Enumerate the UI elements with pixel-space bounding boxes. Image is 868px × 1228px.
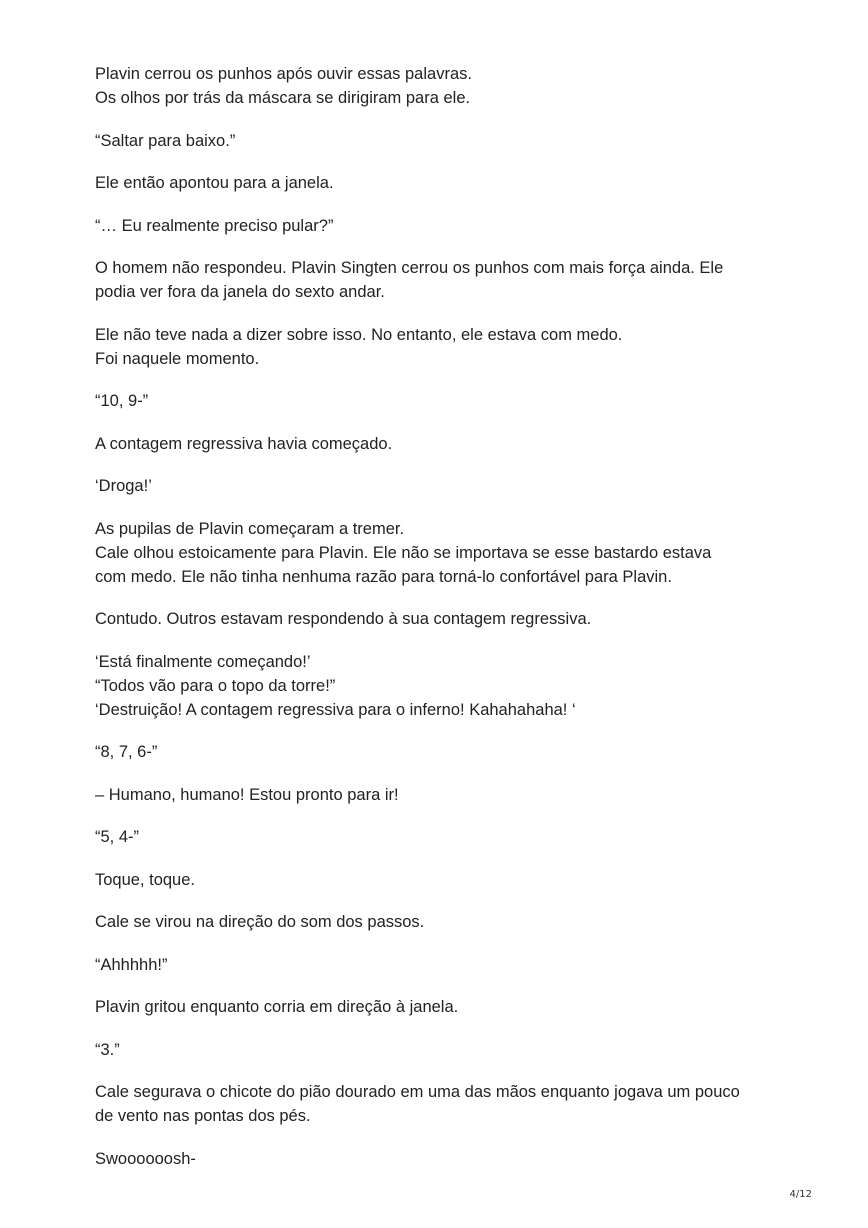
text-line: podia ver fora da janela do sexto andar.	[95, 283, 385, 301]
text-line: Cale se virou na direção do som dos passos.	[95, 913, 425, 931]
text-line: Ele então apontou para a janela.	[95, 174, 334, 192]
text-line: “… Eu realmente preciso pular?”	[95, 216, 334, 235]
paragraph	[95, 1038, 815, 1062]
text-line: Plavin gritou enquanto corria em direção à janela.	[95, 998, 459, 1016]
text-line: ‘Droga!’	[95, 477, 152, 495]
page-number: 4/12	[789, 1189, 812, 1200]
text-line: de vento nas pontas dos pés.	[95, 1107, 311, 1125]
paragraph	[95, 256, 815, 304]
paragraph	[95, 607, 815, 631]
paragraph	[95, 389, 815, 413]
text-line: Swoooooosh-	[95, 1149, 196, 1168]
text-line: Os olhos por trás da máscara se dirigiram para ele.	[95, 89, 471, 107]
paragraph	[95, 171, 815, 195]
text-line: “Saltar para baixo.”	[95, 131, 236, 150]
paragraph	[95, 517, 815, 589]
paragraph	[95, 323, 815, 371]
paragraph	[95, 953, 815, 977]
document-body	[95, 62, 815, 1189]
text-line: ‘Destruição! A contagem regressiva para o inferno! Kahahahaha! ‘	[95, 700, 576, 719]
text-line: Contudo. Outros estavam respondendo à sua contagem regressiva.	[95, 610, 592, 628]
text-line: “5, 4-”	[95, 828, 140, 846]
text-line: A contagem regressiva havia começado.	[95, 434, 393, 453]
text-line: “Ahhhhh!”	[95, 955, 168, 974]
text-line: Foi naquele momento.	[95, 349, 260, 368]
text-line: ‘Está finalmente começando!’	[95, 652, 311, 671]
paragraph	[95, 868, 815, 892]
text-line: “Todos vão para o topo da torre!”	[95, 676, 336, 695]
paragraph	[95, 783, 815, 807]
paragraph	[95, 650, 815, 722]
paragraph	[95, 910, 815, 934]
paragraph	[95, 1080, 815, 1128]
paragraph	[95, 740, 815, 764]
paragraph	[95, 825, 815, 849]
paragraph	[95, 214, 815, 238]
paragraph	[95, 129, 815, 153]
text-line: Cale segurava o chicote do pião dourado em uma das mãos enquanto jogava um pouco	[95, 1083, 740, 1101]
paragraph	[95, 995, 815, 1019]
text-line: Toque, toque.	[95, 870, 195, 889]
text-line: Cale olhou estoicamente para Plavin. Ele não se importava se esse bastardo estava	[95, 543, 712, 562]
paragraph	[95, 474, 815, 498]
text-line: com medo. Ele não tinha nenhuma razão para torná-lo confortável para Plavin.	[95, 567, 672, 586]
text-line: Plavin cerrou os punhos após ouvir essas palavras.	[95, 65, 472, 83]
paragraph	[95, 432, 815, 456]
text-line: “8, 7, 6-”	[95, 743, 158, 761]
text-line: Ele não teve nada a dizer sobre isso. No entanto, ele estava com medo.	[95, 325, 623, 344]
text-line: “10, 9-”	[95, 392, 149, 410]
text-line: O homem não respondeu. Plavin Singten cerrou os punhos com mais força ainda. Ele	[95, 259, 724, 277]
text-line: As pupilas de Plavin começaram a tremer.	[95, 519, 405, 538]
paragraph	[95, 62, 815, 110]
paragraph	[95, 1147, 815, 1171]
text-line: “3.”	[95, 1040, 120, 1059]
text-line: – Humano, humano! Estou pronto para ir!	[95, 785, 399, 804]
